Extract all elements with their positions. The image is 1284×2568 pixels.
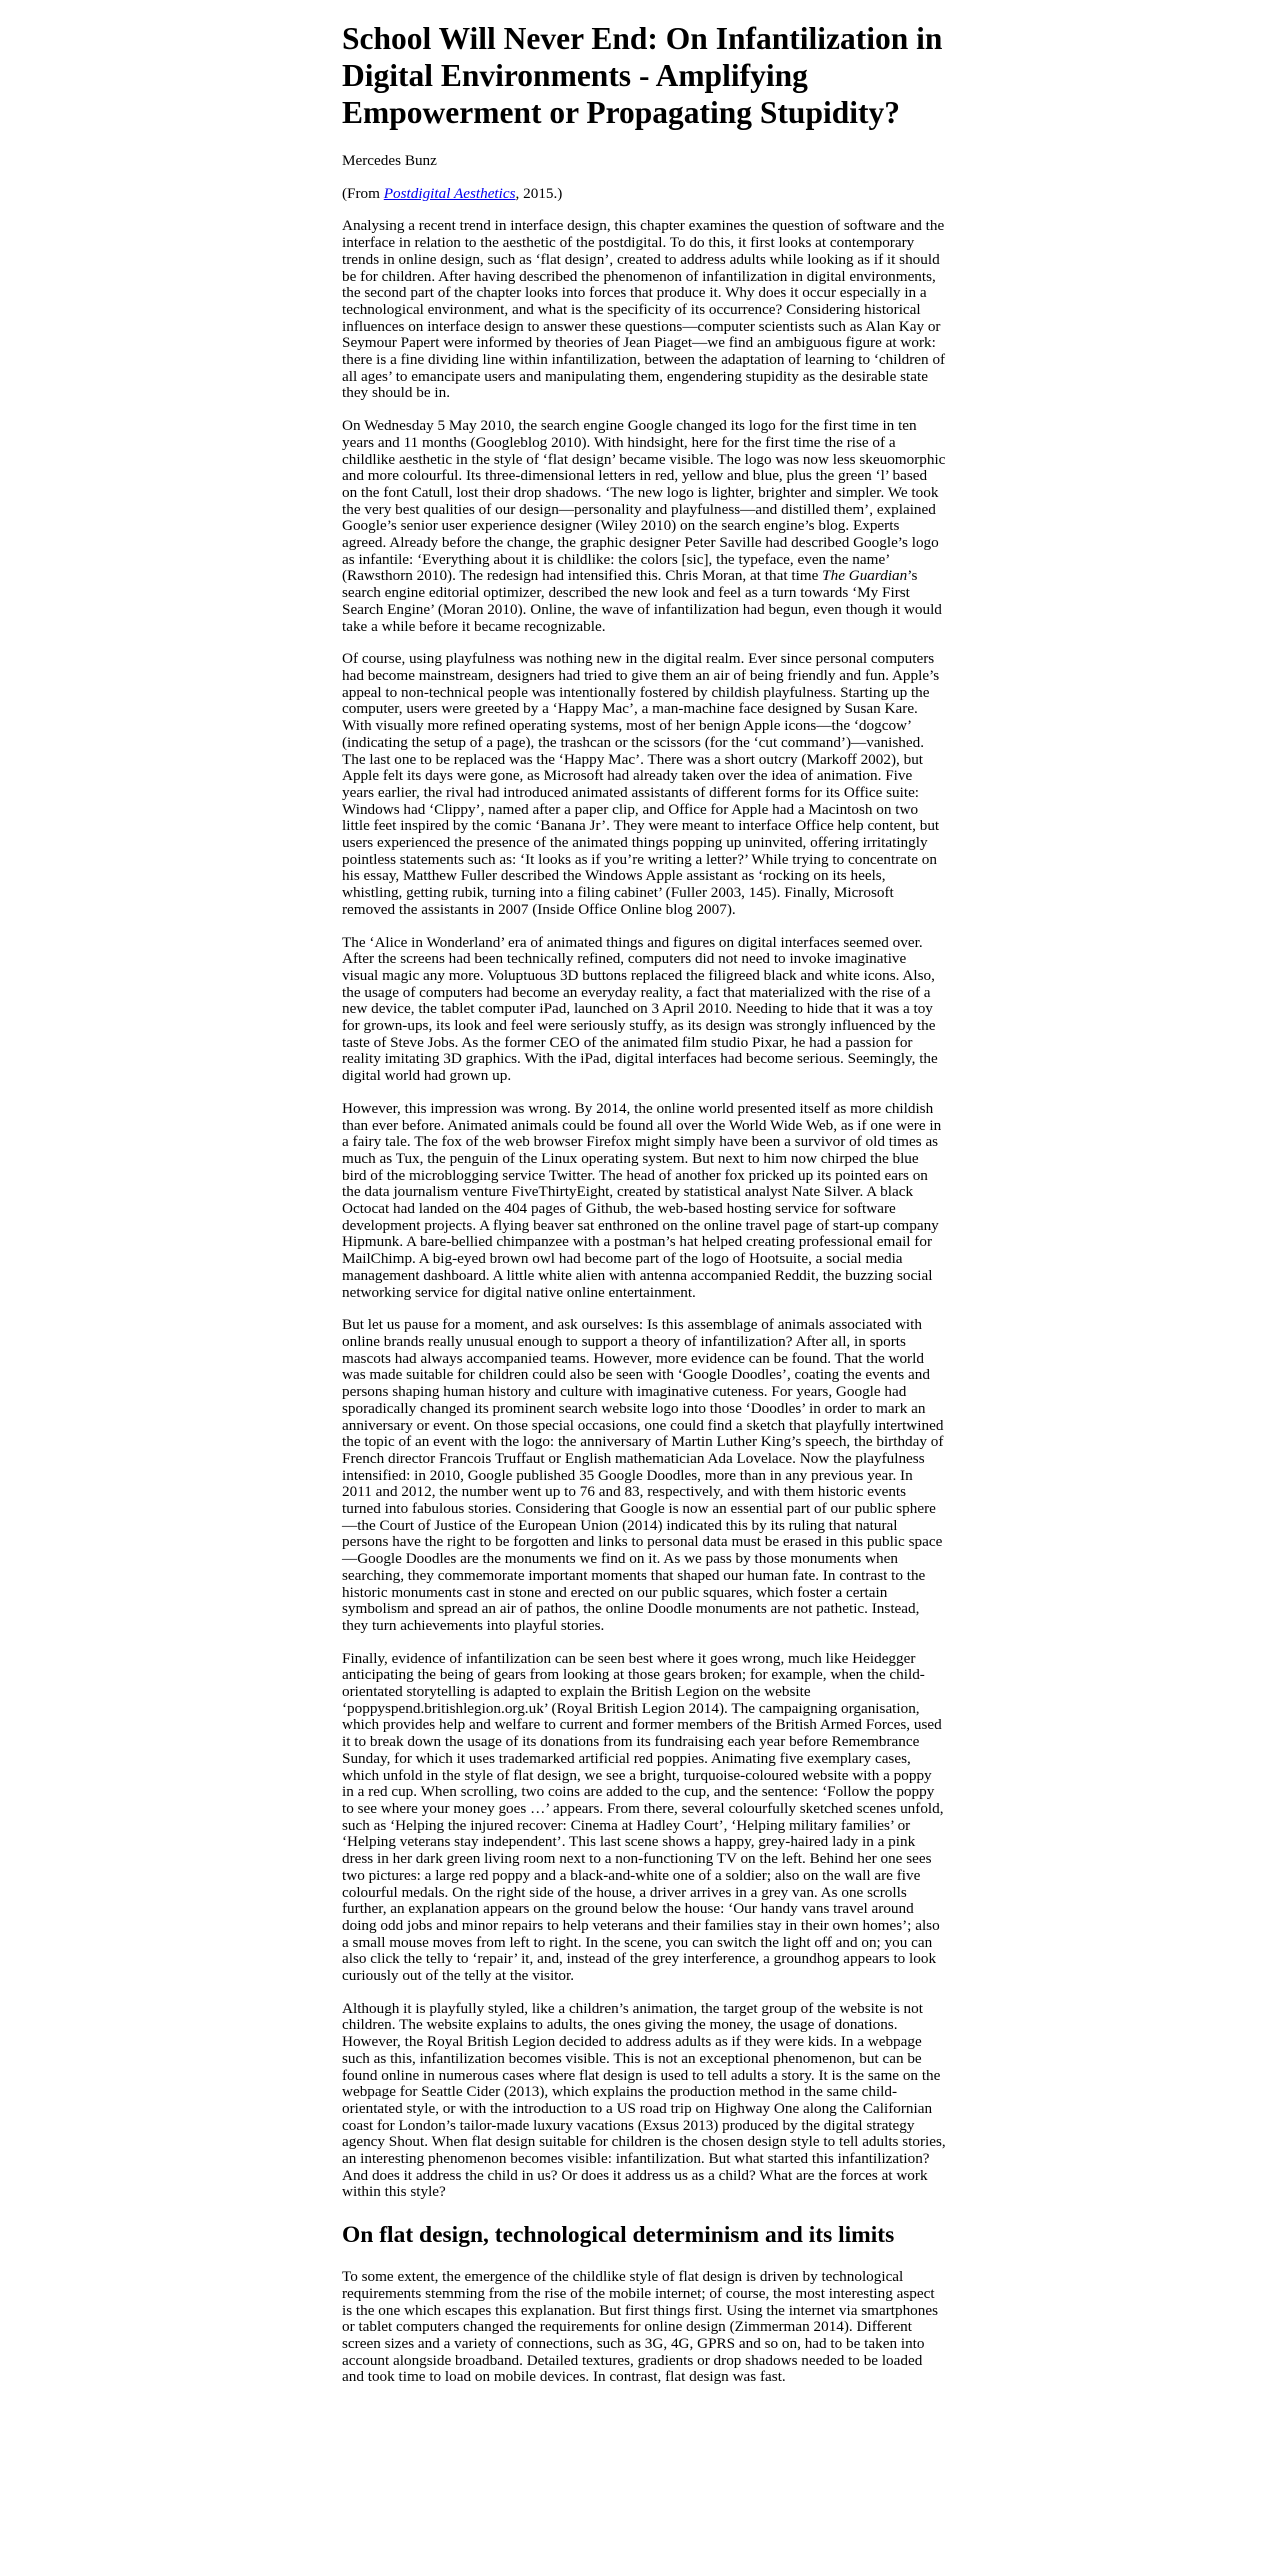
paragraph-text: On Wednesday 5 May 2010, the search engine Google changed its logo for the first time in ten years and 11 months (Googleblog 2010). With hindsight, here for the first time the rise of a childlike aesthetic in the style of ‘flat design’ became visible. The logo was now less skeuomorphic and more colourful. Its three-dimensional letters in red, yellow and blue, plus the green ‘l’ based on the font Catull, lost their drop shadows. ‘The new logo is lighter, brighter and simpler. We took the very best qualities of our design—personality and playfulness—and distilled them’, explained Google’s senior user experience designer (Wiley 2010) on the search engine’s blog. Experts agreed. Already before the change, the graphic designer Peter Saville had described Google’s logo as infantile: ‘Everything about it is childlike: the colors [sic], the typeface, even the name’ (Rawsthorn 2010). The redesign had intensified this. Chris Moran, at that time: [342, 417, 946, 585]
paragraph-text: ’s search engine editorial optimizer, described the new look and feel as a turn towards ‘My First Search Engine’ (Moran 2010). Online, the wave of infantilization had begun, even though it would take a while before it became recognizable.: [342, 567, 942, 635]
body-paragraph: Finally, evidence of infantilization can be seen best where it goes wrong, much like Heidegger anticipating the being of gears from looking at those gears broken; for example, when the child-orientated storytelling is adapted to explain the British Legion on the website ‘poppyspend.britishlegion.org.uk’ (Royal British Legion 2014). The campaigning organisation, which provides help and welfare to current and former members of the British Armed Forces, used it to break down the usage of its donations from its fundraising each year before Remembrance Sunday, for which it uses trademarked artificial red poppies. Animating five exemplary cases, which unfold in the style of flat design, we see a bright, turquoise-coloured website with a poppy in a red cup. When scrolling, two coins are added to the cup, and the sentence: ‘Follow the poppy to see where your money goes …’ appears. From there, several colourfully sketched scenes unfold, such as ‘Helping the injured recover: Cinema at Hadley Court’, ‘Helping military families’ or ‘Helping veterans stay independent’. This last scene shows a happy, grey-haired lady in a pink dress in her dark green living room next to a non-functioning TV on the left. Behind her one sees two pictures: a large red poppy and a black-and-white one of a soldier; also on the wall are five colourful medals. On the right side of the house, a driver arrives in a grey van. As one scrolls further, an explanation appears on the ground below the house: ‘Our handy vans travel around doing odd jobs and minor repairs to help veterans and their families stay in their own homes’; also a small mouse moves from left to right. In the scene, you can switch the light off and on; you can also click the telly to ‘repair’ it, and, instead of the grey interference, a groundhog appears to look curiously out of the telly at the visitor.: [342, 1649, 944, 1985]
body-paragraph: To some extent, the emergence of the childlike style of flat design is driven by technological requirements stemming from the rise of the mobile internet; of course, the most interesting aspect is the one which escapes this explanation. But first things first. Using the internet via smartphones or tablet computers changed the requirements for online design (Zimmerman 2014). Different screen sizes and a variety of connections, such as 3G, 4G, GPRS and so on, had to be taken into account alongside broadband. Detailed textures, gradients or drop shadows needed to be loaded and took time to load on mobile devices. In contrast, flat design was fast.: [342, 2268, 938, 2386]
body-paragraph: Although it is playfully styled, like a children’s animation, the target group of the website is not children. The website explains to adults, the ones giving the money, the usage of donations. However, the Royal British Legion decided to address adults as if they were kids. In a webpage such as this, infantilization becomes visible. This is not an exceptional phenomenon, but can be found online in numerous cases where flat design is used to tell adults a story. It is the same on the webpage for Seattle Cider (2013), which explains the production method in the same child-orientated style, or with the introduction to a US road trip on Highway One along the Californian coast for London’s tailor-made luxury vacations (Exsus 2013) produced by the digital strategy agency Shout. When flat design suitable for children is the chosen design style to tell adults stories, an interesting phenomenon becomes visible: infantilization. But what started this infantilization? And does it address the child in us? Or does it address us as a child? What are the forces at work within this style?: [342, 1999, 946, 2201]
source-prefix: (From: [342, 184, 384, 202]
section-heading: On flat design, technological determinism and its limits: [342, 2222, 895, 2249]
body-paragraph-google-logo: [342, 418, 946, 635]
article: [342, 0, 946, 2386]
body-paragraph: But let us pause for a moment, and ask ourselves: Is this assemblage of animals associated with online brands really unusual enough to support a theory of infantilization? After all, in sports mascots had always accompanied teams. However, more evidence can be found. That the world was made suitable for children could also be seen with ‘Google Doodles’, coating the events and persons shaping human history and culture with imaginative cuteness. For years, Google had sporadically changed its prominent search website logo into those ‘Doodles’ in order to mark an anniversary or event. On those special occasions, one could find a sketch that playfully intertwined the topic of an event with the logo: the anniversary of Martin Luther King’s speech, the birthday of French director Francois Truffaut or English mathematician Ada Lovelace. Now the playfulness intensified: in 2010, Google published 35 Google Doodles, more than in any previous year. In 2011 and 2012, the number went up to 76 and 83, respectively, and with them historic events turned into fabulous stories. Considering that Google is now an essential part of our public sphere—the Court of Justice of the European Union (2014) indicated this by its ruling that natural persons have the right to be forgotten and links to personal data must be erased in this public space—Google Doodles are the monuments we find on it. As we pass by those monuments when searching, they commemorate important moments that shaped our human fate. In contrast to the historic monuments cast in stone and erected on our public squares, which foster a certain symbolism and spread an air of pathos, the online Doodle monuments are not pathetic. Instead, they turn achievements into playful stories.: [342, 1316, 944, 1634]
source-link[interactable]: Postdigital Aesthetics: [383, 184, 516, 202]
body-paragraph: However, this impression was wrong. By 2014, the online world presented itself as more childish than ever before. Animated animals could be found all over the World Wide Web, as if one were in a fairy tale. The fox of the web browser Firefox might simply have been a survivor of old times as much as Tux, the penguin of the Linux operating system. But next to him now chirped the blue bird of the microblogging service Twitter. The head of another fox pricked up its pointed ears on the data journalism venture FiveThirtyEight, created by statistical analyst Nate Silver. A black Octocat had landed on the 404 pages of Github, the web-based hosting service for software development projects. A flying beaver sat enthroned on the online travel page of start-up company Hipmunk. A bare-bellied chimpanzee with a postman’s hat helped creating professional email for MailChimp. A big-eyed brown owl had become part of the logo of Hootsuite, a social media management dashboard. A little white alien with antenna accompanied Reddit, the buzzing social networking service for digital native online entertainment.: [342, 1099, 942, 1301]
abstract-paragraph: Analysing a recent trend in interface design, this chapter examines the question of software and the interface in relation to the aesthetic of the postdigital. To do this, it first looks at contemporary trends in online design, such as ‘flat design’, created to address adults while looking as if it should be for children. After having described the phenomenon of infantilization in digital environments, the second part of the chapter looks into forces that produce it. Why does it occur especially in a technological environment, and what is the specificity of its occurrence? Considering historical influences on interface design to answer these questions—computer scientists such as Alan Kay or Seymour Papert were informed by theories of Jean Piaget—we find an ambiguous figure at work: there is a fine dividing line within infantilization, between the adaptation of learning to ‘children of all ages’ to emancipate users and manipulating them, engendering stupidity as the desirable state they should be in.: [342, 217, 946, 402]
body-paragraph: The ‘Alice in Wonderland’ era of animated things and figures on digital interfaces seemed over. After the screens had been technically refined, computers did not need to invoke imaginative visual magic any more. Voluptuous 3D buttons replaced the filigreed black and white icons. Also, the usage of computers had become an everyday reality, a fact that materialized with the rise of a new device, the tablet computer iPad, launched on 3 April 2010. Needing to hide that it was a toy for grown-ups, its look and feel were seriously stuffy, as its design was strongly influenced by the taste of Steve Jobs. As the former CEO of the animated film studio Pixar, he had a passion for reality imitating 3D graphics. With the iPad, digital interfaces had become serious. Seemingly, the digital world had grown up.: [342, 933, 938, 1085]
publication-name: The Guardian: [822, 567, 908, 585]
source-suffix: , 2015.): [515, 184, 563, 202]
source-citation: [342, 186, 946, 203]
author-name: Mercedes Bunz: [342, 152, 437, 169]
article-title: School Will Never End: On Infantilization in Digital Environments - Amplifying Empowerment or Propagating Stupidity?: [342, 21, 943, 130]
body-paragraph: Of course, using playfulness was nothing new in the digital realm. Ever since personal computers had become mainstream, designers had tried to give them an air of being friendly and fun. Apple’s appeal to non-technical people was intentionally fostered by childish playfulness. Starting up the computer, users were greeted by a ‘Happy Mac’, a man-machine face designed by Susan Kare. With visually more refined operating systems, most of her benign Apple icons—the ‘dogcow’ (indicating the setup of a page), the trashcan or the scissors (for the ‘cut command’)—vanished. The last one to be replaced was the ‘Happy Mac’. There was a short outcry (Markoff 2002), but Apple felt its days were gone, as Microsoft had already taken over the idea of animation. Five years earlier, the rival had introduced animated assistants of different forms for its Office suite: Windows had ‘Clippy’, named after a paper clip, and Office for Apple had a Macintosh on two little feet inspired by the comic ‘Banana Jr’. They were meant to interface Office help content, but users experienced the presence of the animated things popping up uninvited, offering irritatingly pointless statements such as: ‘It looks as if you’re writing a letter?’ While trying to concentrate on his essay, Matthew Fuller described the Windows Apple assistant as ‘rocking on its heels, whistling, getting rubik, turning into a filing cabinet’ (Fuller 2003, 145). Finally, Microsoft removed the assistants in 2007 (Inside Office Online blog 2007).: [342, 650, 940, 918]
